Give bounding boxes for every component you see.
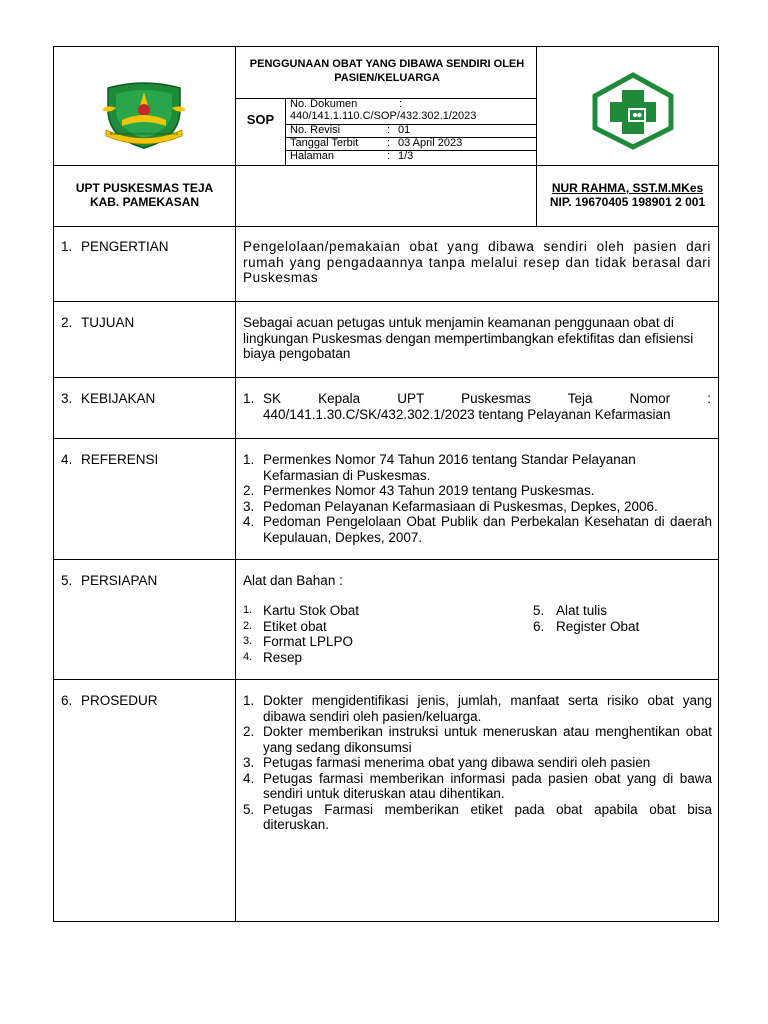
list-item-number: 2. <box>243 724 255 739</box>
document-title: PENGGUNAAN OBAT YANG DIBAWA SENDIRI OLEH PASIEN/KELUARGA <box>249 58 525 84</box>
section-label-cell <box>53 679 236 922</box>
doc-field-label: No. Dokumen <box>290 98 358 110</box>
section-label-cell <box>53 377 236 439</box>
doc-field-value: 01 <box>398 124 411 136</box>
list-item-number: 5. <box>243 801 255 817</box>
signer-name: NUR RAHMA, SST.M.MKes <box>551 181 704 195</box>
list-item-text: Resep <box>263 649 303 665</box>
list-item-number: 1. <box>243 391 255 406</box>
list-item-text: Permenkes Nomor 74 Tahun 2016 tentang Standar Pelayanan Kefarmasian di Puskesmas. <box>263 452 636 483</box>
list-item-text: Pedoman Pelayanan Kefarmasiaan di Puskesmas, Depkes, 2006. <box>263 498 658 514</box>
section-label-persiapan <box>61 573 158 589</box>
list-item-text: Pedoman Pengelolaan Obat Publik dan Perbekalan Kesehatan di daerah Kepulauan, Depkes, 2007. <box>263 514 712 545</box>
section-label-cell <box>53 226 236 302</box>
list-item <box>533 619 713 635</box>
list-item-text: Etiket obat <box>263 618 327 634</box>
list-item-text: Dokter mengidentifikasi jenis, jumlah, manfaat serta risiko obat yang dibawa sendiri oleh pasien/keluarga. <box>263 693 712 724</box>
doc-field-label: No. Revisi <box>290 124 341 136</box>
section-label-prosedur <box>61 693 158 709</box>
list-item <box>243 724 712 755</box>
list-item-text: Register Obat <box>556 618 640 634</box>
doc-field-separator: : <box>387 124 391 136</box>
list-item <box>243 802 712 833</box>
list-item-number: 2. <box>243 483 255 498</box>
section-label-tujuan <box>61 315 135 331</box>
list-item-number: 5. <box>533 603 545 618</box>
list-item <box>243 499 712 515</box>
doc-field-label: Halaman <box>290 150 335 162</box>
list-item-number: 1. <box>243 452 255 467</box>
list-item-number: 3. <box>243 755 255 770</box>
doc-field-tanggal-terbit <box>290 137 534 150</box>
prosedur-list <box>243 693 712 833</box>
regency-emblem-logo <box>98 80 190 150</box>
tujuan-text: Sebagai acuan petugas untuk menjamin keamanan penggunaan obat di lingkungan Puskesmas dengan mempertimbangkan efektifitas dan efisiensi biaya pengobatan <box>243 315 694 361</box>
section-title: PROSEDUR <box>81 693 158 708</box>
signer-nip: NIP. 19670405 198901 2 001 <box>549 195 706 209</box>
section-label-pengertian <box>61 239 169 255</box>
emblem-motto: BUMI GARAM MANDIRI SEJAHTERA <box>109 131 179 136</box>
org-name-line1: UPT PUSKESMAS TEJA <box>75 181 214 195</box>
org-name-line2: KAB. PAMEKASAN <box>89 195 200 209</box>
doc-field-value: 03 April 2023 <box>398 137 463 149</box>
section-title: PERSIAPAN <box>81 573 158 588</box>
sop-label: SOP <box>246 112 275 127</box>
list-item-number: 4. <box>243 770 255 786</box>
section-number: 5. <box>61 573 73 588</box>
section-title: KEBIJAKAN <box>81 391 156 406</box>
list-item-text: Petugas farmasi menerima obat yang dibawa sendiri oleh pasien <box>263 755 651 770</box>
list-item-number: 6. <box>533 618 545 634</box>
list-item <box>243 634 503 650</box>
doc-field-separator: : <box>387 137 391 149</box>
list-item-number: 4. <box>243 514 255 529</box>
section-label-referensi <box>61 452 159 468</box>
section-title: REFERENSI <box>81 452 159 467</box>
header-sop-label-cell <box>235 98 286 166</box>
persiapan-intro: Alat dan Bahan : <box>243 573 343 588</box>
section-label-kebijakan <box>61 391 156 407</box>
section-number: 6. <box>61 693 73 708</box>
section-label-cell <box>53 301 236 378</box>
list-item <box>243 514 712 545</box>
list-item <box>533 603 713 619</box>
doc-field-separator: : <box>387 150 391 162</box>
list-item-text: Petugas farmasi memberikan informasi pada pasien obat yang di bawa sendiri untuk diteruskan atau dihentikan. <box>263 770 712 801</box>
list-item-text: SK Kepala UPT Puskesmas Teja Nomor : 440/141.1.30.C/SK/432.302.1/2023 tentang Pelayanan Kefarmasian <box>263 391 711 422</box>
doc-field-label: Tanggal Terbit <box>290 137 359 149</box>
list-item-text: Dokter memberikan instruksi untuk meneruskan atau menghentikan obat yang sedang dikonsumsi <box>263 724 712 755</box>
org-middle-cell <box>235 165 537 227</box>
section-title: TUJUAN <box>81 315 135 330</box>
list-item <box>243 755 712 771</box>
persiapan-list-right <box>533 603 713 634</box>
list-item-text: Petugas Farmasi memberikan etiket pada obat apabila obat bisa diteruskan. <box>263 801 712 832</box>
section-number: 2. <box>61 315 73 330</box>
list-item-text: Permenkes Nomor 43 Tahun 2019 tentang Puskesmas. <box>263 483 595 498</box>
persiapan-list-left <box>243 603 503 665</box>
list-item-number: 4. <box>243 650 253 663</box>
kebijakan-list <box>243 391 711 422</box>
list-item <box>243 391 711 422</box>
list-item <box>243 650 503 666</box>
section-number: 1. <box>61 239 73 254</box>
list-item <box>243 771 712 802</box>
list-item-number: 3. <box>243 498 255 514</box>
section-number: 3. <box>61 391 73 406</box>
doc-field-value: 440/141.1.110.C/SOP/432.302.1/2023 <box>290 110 477 122</box>
referensi-list <box>243 452 712 545</box>
list-item <box>243 603 503 619</box>
list-item-number: 2. <box>243 619 253 632</box>
doc-field-value: 1/3 <box>398 150 414 162</box>
section-title: PENGERTIAN <box>81 239 169 254</box>
doc-field-separator: : <box>399 98 403 110</box>
list-item-number: 1. <box>243 693 255 708</box>
list-item-number: 1. <box>243 604 253 616</box>
list-item-number: 3. <box>243 635 253 647</box>
list-item <box>243 693 712 724</box>
doc-field-no-revisi <box>290 124 534 137</box>
section-number: 4. <box>61 452 73 467</box>
list-item <box>243 483 712 499</box>
list-item <box>243 619 503 635</box>
doc-field-halaman <box>290 150 534 163</box>
list-item-text: Alat tulis <box>556 603 608 618</box>
list-item-text: Kartu Stok Obat <box>263 603 360 618</box>
pengertian-text: Pengelolaan/pemakaian obat yang dibawa sendiri oleh pasien dari rumah yang pengadaannya tanpa melalui resep dan tidak berasal dari Puskesmas <box>243 239 711 285</box>
list-item <box>243 452 712 483</box>
list-item-text: Format LPLPO <box>263 634 354 649</box>
puskesmas-logo <box>592 72 674 150</box>
